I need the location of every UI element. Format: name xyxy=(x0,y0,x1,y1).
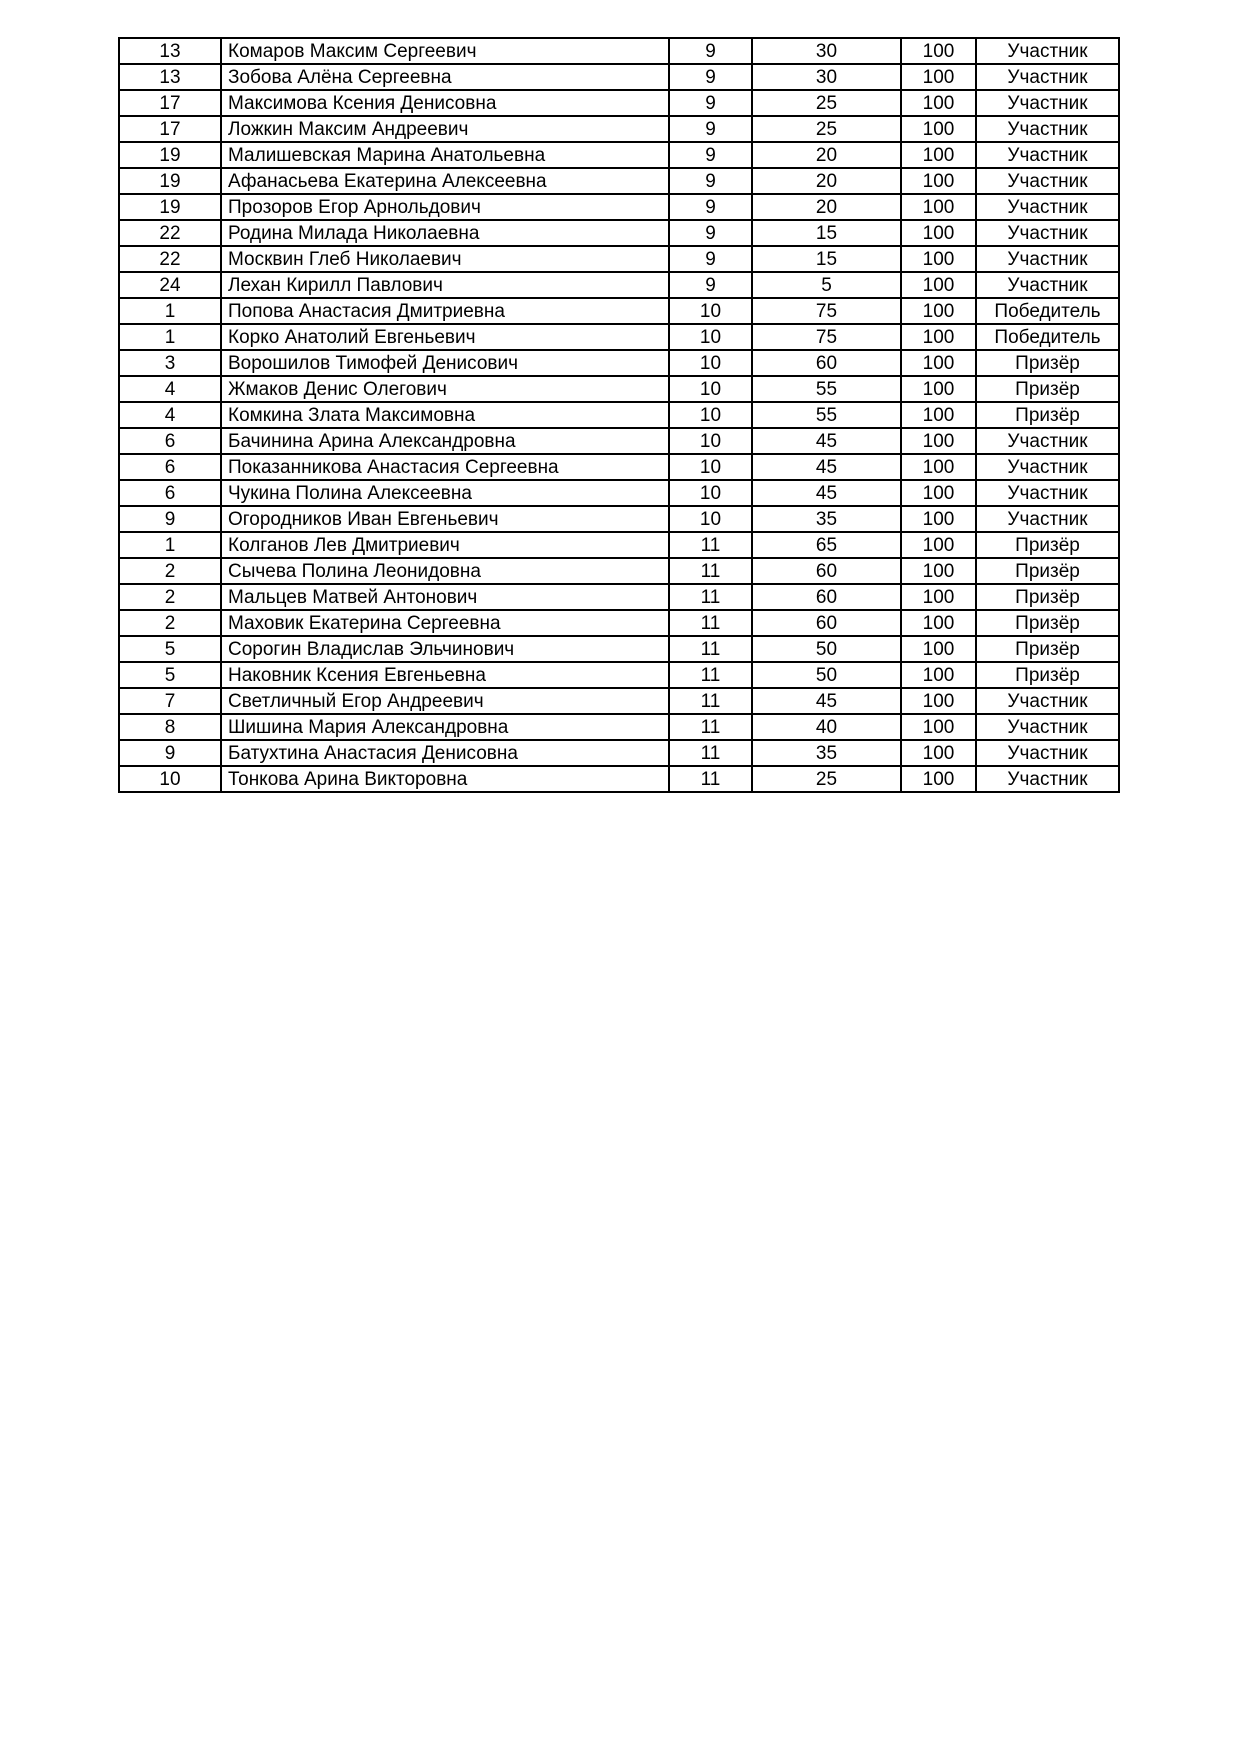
score-cell: 60 xyxy=(752,584,901,610)
table-row xyxy=(119,428,1119,454)
status-cell: Призёр xyxy=(976,350,1119,376)
name-cell: Батухтина Анастасия Денисовна xyxy=(221,740,669,766)
max-score-cell: 100 xyxy=(901,220,976,246)
rank-cell: 4 xyxy=(119,376,221,402)
status-cell: Участник xyxy=(976,246,1119,272)
grade-cell: 9 xyxy=(669,220,752,246)
status-cell: Победитель xyxy=(976,298,1119,324)
grade-cell: 10 xyxy=(669,376,752,402)
score-cell: 75 xyxy=(752,298,901,324)
name-cell: Комкина Злата Максимовна xyxy=(221,402,669,428)
name-cell: Наковник Ксения Евгеньевна xyxy=(221,662,669,688)
table-row xyxy=(119,662,1119,688)
status-cell: Участник xyxy=(976,766,1119,792)
score-cell: 25 xyxy=(752,90,901,116)
rank-cell: 2 xyxy=(119,610,221,636)
table-row xyxy=(119,506,1119,532)
grade-cell: 10 xyxy=(669,298,752,324)
max-score-cell: 100 xyxy=(901,324,976,350)
status-cell: Призёр xyxy=(976,584,1119,610)
score-cell: 20 xyxy=(752,142,901,168)
rank-cell: 6 xyxy=(119,454,221,480)
rank-cell: 5 xyxy=(119,636,221,662)
status-cell: Участник xyxy=(976,506,1119,532)
rank-cell: 22 xyxy=(119,246,221,272)
table-row xyxy=(119,714,1119,740)
name-cell: Огородников Иван Евгеньевич xyxy=(221,506,669,532)
grade-cell: 9 xyxy=(669,168,752,194)
status-cell: Участник xyxy=(976,64,1119,90)
rank-cell: 19 xyxy=(119,168,221,194)
rank-cell: 1 xyxy=(119,532,221,558)
max-score-cell: 100 xyxy=(901,272,976,298)
table-row xyxy=(119,246,1119,272)
table-row xyxy=(119,454,1119,480)
max-score-cell: 100 xyxy=(901,402,976,428)
max-score-cell: 100 xyxy=(901,142,976,168)
rank-cell: 10 xyxy=(119,766,221,792)
grade-cell: 9 xyxy=(669,64,752,90)
score-cell: 30 xyxy=(752,38,901,64)
status-cell: Призёр xyxy=(976,662,1119,688)
table-row xyxy=(119,740,1119,766)
status-cell: Призёр xyxy=(976,610,1119,636)
score-cell: 45 xyxy=(752,688,901,714)
grade-cell: 11 xyxy=(669,740,752,766)
max-score-cell: 100 xyxy=(901,350,976,376)
table-row xyxy=(119,64,1119,90)
name-cell: Комаров Максим Сергеевич xyxy=(221,38,669,64)
table-row xyxy=(119,376,1119,402)
score-cell: 45 xyxy=(752,454,901,480)
rank-cell: 13 xyxy=(119,64,221,90)
grade-cell: 9 xyxy=(669,272,752,298)
name-cell: Зобова Алёна Сергеевна xyxy=(221,64,669,90)
rank-cell: 2 xyxy=(119,584,221,610)
max-score-cell: 100 xyxy=(901,116,976,142)
name-cell: Малишевская Марина Анатольевна xyxy=(221,142,669,168)
name-cell: Москвин Глеб Николаевич xyxy=(221,246,669,272)
status-cell: Участник xyxy=(976,480,1119,506)
grade-cell: 11 xyxy=(669,558,752,584)
table-row xyxy=(119,558,1119,584)
score-cell: 50 xyxy=(752,662,901,688)
table-row xyxy=(119,116,1119,142)
status-cell: Призёр xyxy=(976,402,1119,428)
name-cell: Шишина Мария Александровна xyxy=(221,714,669,740)
table-row xyxy=(119,298,1119,324)
status-cell: Участник xyxy=(976,428,1119,454)
grade-cell: 11 xyxy=(669,532,752,558)
max-score-cell: 100 xyxy=(901,90,976,116)
name-cell: Бачинина Арина Александровна xyxy=(221,428,669,454)
name-cell: Тонкова Арина Викторовна xyxy=(221,766,669,792)
grade-cell: 9 xyxy=(669,90,752,116)
table-row xyxy=(119,38,1119,64)
name-cell: Максимова Ксения Денисовна xyxy=(221,90,669,116)
grade-cell: 9 xyxy=(669,38,752,64)
name-cell: Чукина Полина Алексеевна xyxy=(221,480,669,506)
score-cell: 50 xyxy=(752,636,901,662)
max-score-cell: 100 xyxy=(901,298,976,324)
grade-cell: 11 xyxy=(669,714,752,740)
status-cell: Участник xyxy=(976,194,1119,220)
rank-cell: 7 xyxy=(119,688,221,714)
status-cell: Участник xyxy=(976,272,1119,298)
results-table-body xyxy=(119,38,1119,792)
max-score-cell: 100 xyxy=(901,168,976,194)
rank-cell: 17 xyxy=(119,116,221,142)
table-row xyxy=(119,220,1119,246)
score-cell: 25 xyxy=(752,116,901,142)
rank-cell: 19 xyxy=(119,142,221,168)
score-cell: 35 xyxy=(752,506,901,532)
max-score-cell: 100 xyxy=(901,376,976,402)
score-cell: 35 xyxy=(752,740,901,766)
rank-cell: 2 xyxy=(119,558,221,584)
score-cell: 15 xyxy=(752,246,901,272)
grade-cell: 11 xyxy=(669,636,752,662)
name-cell: Колганов Лев Дмитриевич xyxy=(221,532,669,558)
grade-cell: 10 xyxy=(669,506,752,532)
grade-cell: 10 xyxy=(669,324,752,350)
status-cell: Участник xyxy=(976,90,1119,116)
score-cell: 45 xyxy=(752,480,901,506)
name-cell: Корко Анатолий Евгеньевич xyxy=(221,324,669,350)
grade-cell: 11 xyxy=(669,766,752,792)
status-cell: Участник xyxy=(976,740,1119,766)
table-row xyxy=(119,688,1119,714)
grade-cell: 9 xyxy=(669,116,752,142)
table-row xyxy=(119,142,1119,168)
rank-cell: 19 xyxy=(119,194,221,220)
rank-cell: 24 xyxy=(119,272,221,298)
grade-cell: 9 xyxy=(669,142,752,168)
max-score-cell: 100 xyxy=(901,688,976,714)
table-row xyxy=(119,480,1119,506)
rank-cell: 17 xyxy=(119,90,221,116)
max-score-cell: 100 xyxy=(901,558,976,584)
score-cell: 60 xyxy=(752,350,901,376)
table-row xyxy=(119,610,1119,636)
status-cell: Участник xyxy=(976,116,1119,142)
name-cell: Мальцев Матвей Антонович xyxy=(221,584,669,610)
score-cell: 25 xyxy=(752,766,901,792)
table-row xyxy=(119,272,1119,298)
grade-cell: 10 xyxy=(669,402,752,428)
max-score-cell: 100 xyxy=(901,532,976,558)
name-cell: Ложкин Максим Андреевич xyxy=(221,116,669,142)
grade-cell: 10 xyxy=(669,428,752,454)
status-cell: Участник xyxy=(976,38,1119,64)
grade-cell: 9 xyxy=(669,246,752,272)
grade-cell: 11 xyxy=(669,610,752,636)
grade-cell: 9 xyxy=(669,194,752,220)
rank-cell: 22 xyxy=(119,220,221,246)
table-row xyxy=(119,584,1119,610)
max-score-cell: 100 xyxy=(901,454,976,480)
max-score-cell: 100 xyxy=(901,506,976,532)
name-cell: Попова Анастасия Дмитриевна xyxy=(221,298,669,324)
max-score-cell: 100 xyxy=(901,610,976,636)
name-cell: Лехан Кирилл Павлович xyxy=(221,272,669,298)
score-cell: 45 xyxy=(752,428,901,454)
max-score-cell: 100 xyxy=(901,740,976,766)
table-row xyxy=(119,168,1119,194)
grade-cell: 10 xyxy=(669,454,752,480)
status-cell: Призёр xyxy=(976,636,1119,662)
status-cell: Участник xyxy=(976,220,1119,246)
status-cell: Участник xyxy=(976,168,1119,194)
table-row xyxy=(119,766,1119,792)
rank-cell: 6 xyxy=(119,480,221,506)
status-cell: Призёр xyxy=(976,558,1119,584)
score-cell: 15 xyxy=(752,220,901,246)
status-cell: Участник xyxy=(976,688,1119,714)
max-score-cell: 100 xyxy=(901,428,976,454)
max-score-cell: 100 xyxy=(901,38,976,64)
name-cell: Ворошилов Тимофей Денисович xyxy=(221,350,669,376)
max-score-cell: 100 xyxy=(901,636,976,662)
rank-cell: 1 xyxy=(119,324,221,350)
name-cell: Прозоров Егор Арнольдович xyxy=(221,194,669,220)
status-cell: Участник xyxy=(976,714,1119,740)
grade-cell: 11 xyxy=(669,584,752,610)
name-cell: Показанникова Анастасия Сергеевна xyxy=(221,454,669,480)
table-row xyxy=(119,532,1119,558)
score-cell: 60 xyxy=(752,558,901,584)
score-cell: 55 xyxy=(752,402,901,428)
score-cell: 75 xyxy=(752,324,901,350)
score-cell: 30 xyxy=(752,64,901,90)
table-row xyxy=(119,324,1119,350)
rank-cell: 9 xyxy=(119,506,221,532)
rank-cell: 5 xyxy=(119,662,221,688)
max-score-cell: 100 xyxy=(901,480,976,506)
score-cell: 65 xyxy=(752,532,901,558)
rank-cell: 9 xyxy=(119,740,221,766)
max-score-cell: 100 xyxy=(901,766,976,792)
max-score-cell: 100 xyxy=(901,662,976,688)
grade-cell: 10 xyxy=(669,480,752,506)
table-row xyxy=(119,350,1119,376)
name-cell: Светличный Егор Андреевич xyxy=(221,688,669,714)
status-cell: Участник xyxy=(976,142,1119,168)
score-cell: 60 xyxy=(752,610,901,636)
max-score-cell: 100 xyxy=(901,246,976,272)
results-table xyxy=(118,37,1120,793)
rank-cell: 6 xyxy=(119,428,221,454)
table-row xyxy=(119,402,1119,428)
table-row xyxy=(119,636,1119,662)
status-cell: Участник xyxy=(976,454,1119,480)
max-score-cell: 100 xyxy=(901,714,976,740)
rank-cell: 8 xyxy=(119,714,221,740)
status-cell: Призёр xyxy=(976,376,1119,402)
max-score-cell: 100 xyxy=(901,194,976,220)
rank-cell: 3 xyxy=(119,350,221,376)
name-cell: Жмаков Денис Олегович xyxy=(221,376,669,402)
rank-cell: 4 xyxy=(119,402,221,428)
score-cell: 55 xyxy=(752,376,901,402)
max-score-cell: 100 xyxy=(901,584,976,610)
score-cell: 20 xyxy=(752,168,901,194)
score-cell: 40 xyxy=(752,714,901,740)
grade-cell: 11 xyxy=(669,688,752,714)
rank-cell: 13 xyxy=(119,38,221,64)
table-row xyxy=(119,90,1119,116)
grade-cell: 10 xyxy=(669,350,752,376)
score-cell: 5 xyxy=(752,272,901,298)
max-score-cell: 100 xyxy=(901,64,976,90)
rank-cell: 1 xyxy=(119,298,221,324)
name-cell: Родина Милада Николаевна xyxy=(221,220,669,246)
status-cell: Призёр xyxy=(976,532,1119,558)
name-cell: Афанасьева Екатерина Алексеевна xyxy=(221,168,669,194)
name-cell: Сорогин Владислав Эльчинович xyxy=(221,636,669,662)
name-cell: Сычева Полина Леонидовна xyxy=(221,558,669,584)
table-row xyxy=(119,194,1119,220)
grade-cell: 11 xyxy=(669,662,752,688)
score-cell: 20 xyxy=(752,194,901,220)
name-cell: Маховик Екатерина Сергеевна xyxy=(221,610,669,636)
status-cell: Победитель xyxy=(976,324,1119,350)
